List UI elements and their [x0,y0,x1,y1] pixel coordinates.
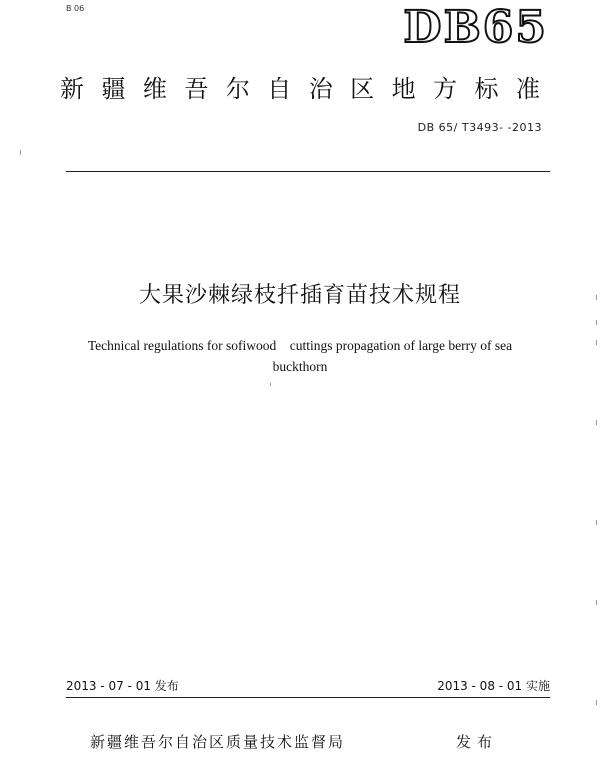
standard-number: DB 65/ T3493- -2013 [417,121,542,134]
english-title-line-2: buckthorn [272,359,328,374]
scan-speck [596,600,597,605]
document-title-chinese: 大果沙棘绿枝扦插育苗技术规程 [138,283,461,308]
footer-issuer: 新疆维吾尔自治区质量技术监督局 [90,733,346,751]
scan-speck [596,420,597,425]
footer-action: 发布 [456,733,499,751]
scan-speck [596,520,597,525]
english-title-line-1: Technical regulations for sofiwood cuttings propagation of large berry of sea [87,338,513,353]
classification-code: B 06 [66,4,85,13]
bottom-divider [66,697,550,698]
scan-speck [596,320,597,325]
implement-date: 2013 - 08 - 01 实施 [437,679,550,693]
standard-logo: DB65 [403,2,548,53]
scan-speck [596,295,597,300]
publish-date: 2013 - 07 - 01 发布 [66,679,179,693]
document-title-english [50,335,550,377]
scan-speck [596,340,597,345]
scan-speck [270,383,271,386]
scan-speck [20,150,21,155]
issuer-title: 新疆维吾尔自治区地方标准 [60,75,544,103]
top-divider [66,171,550,172]
scan-speck [596,700,597,705]
